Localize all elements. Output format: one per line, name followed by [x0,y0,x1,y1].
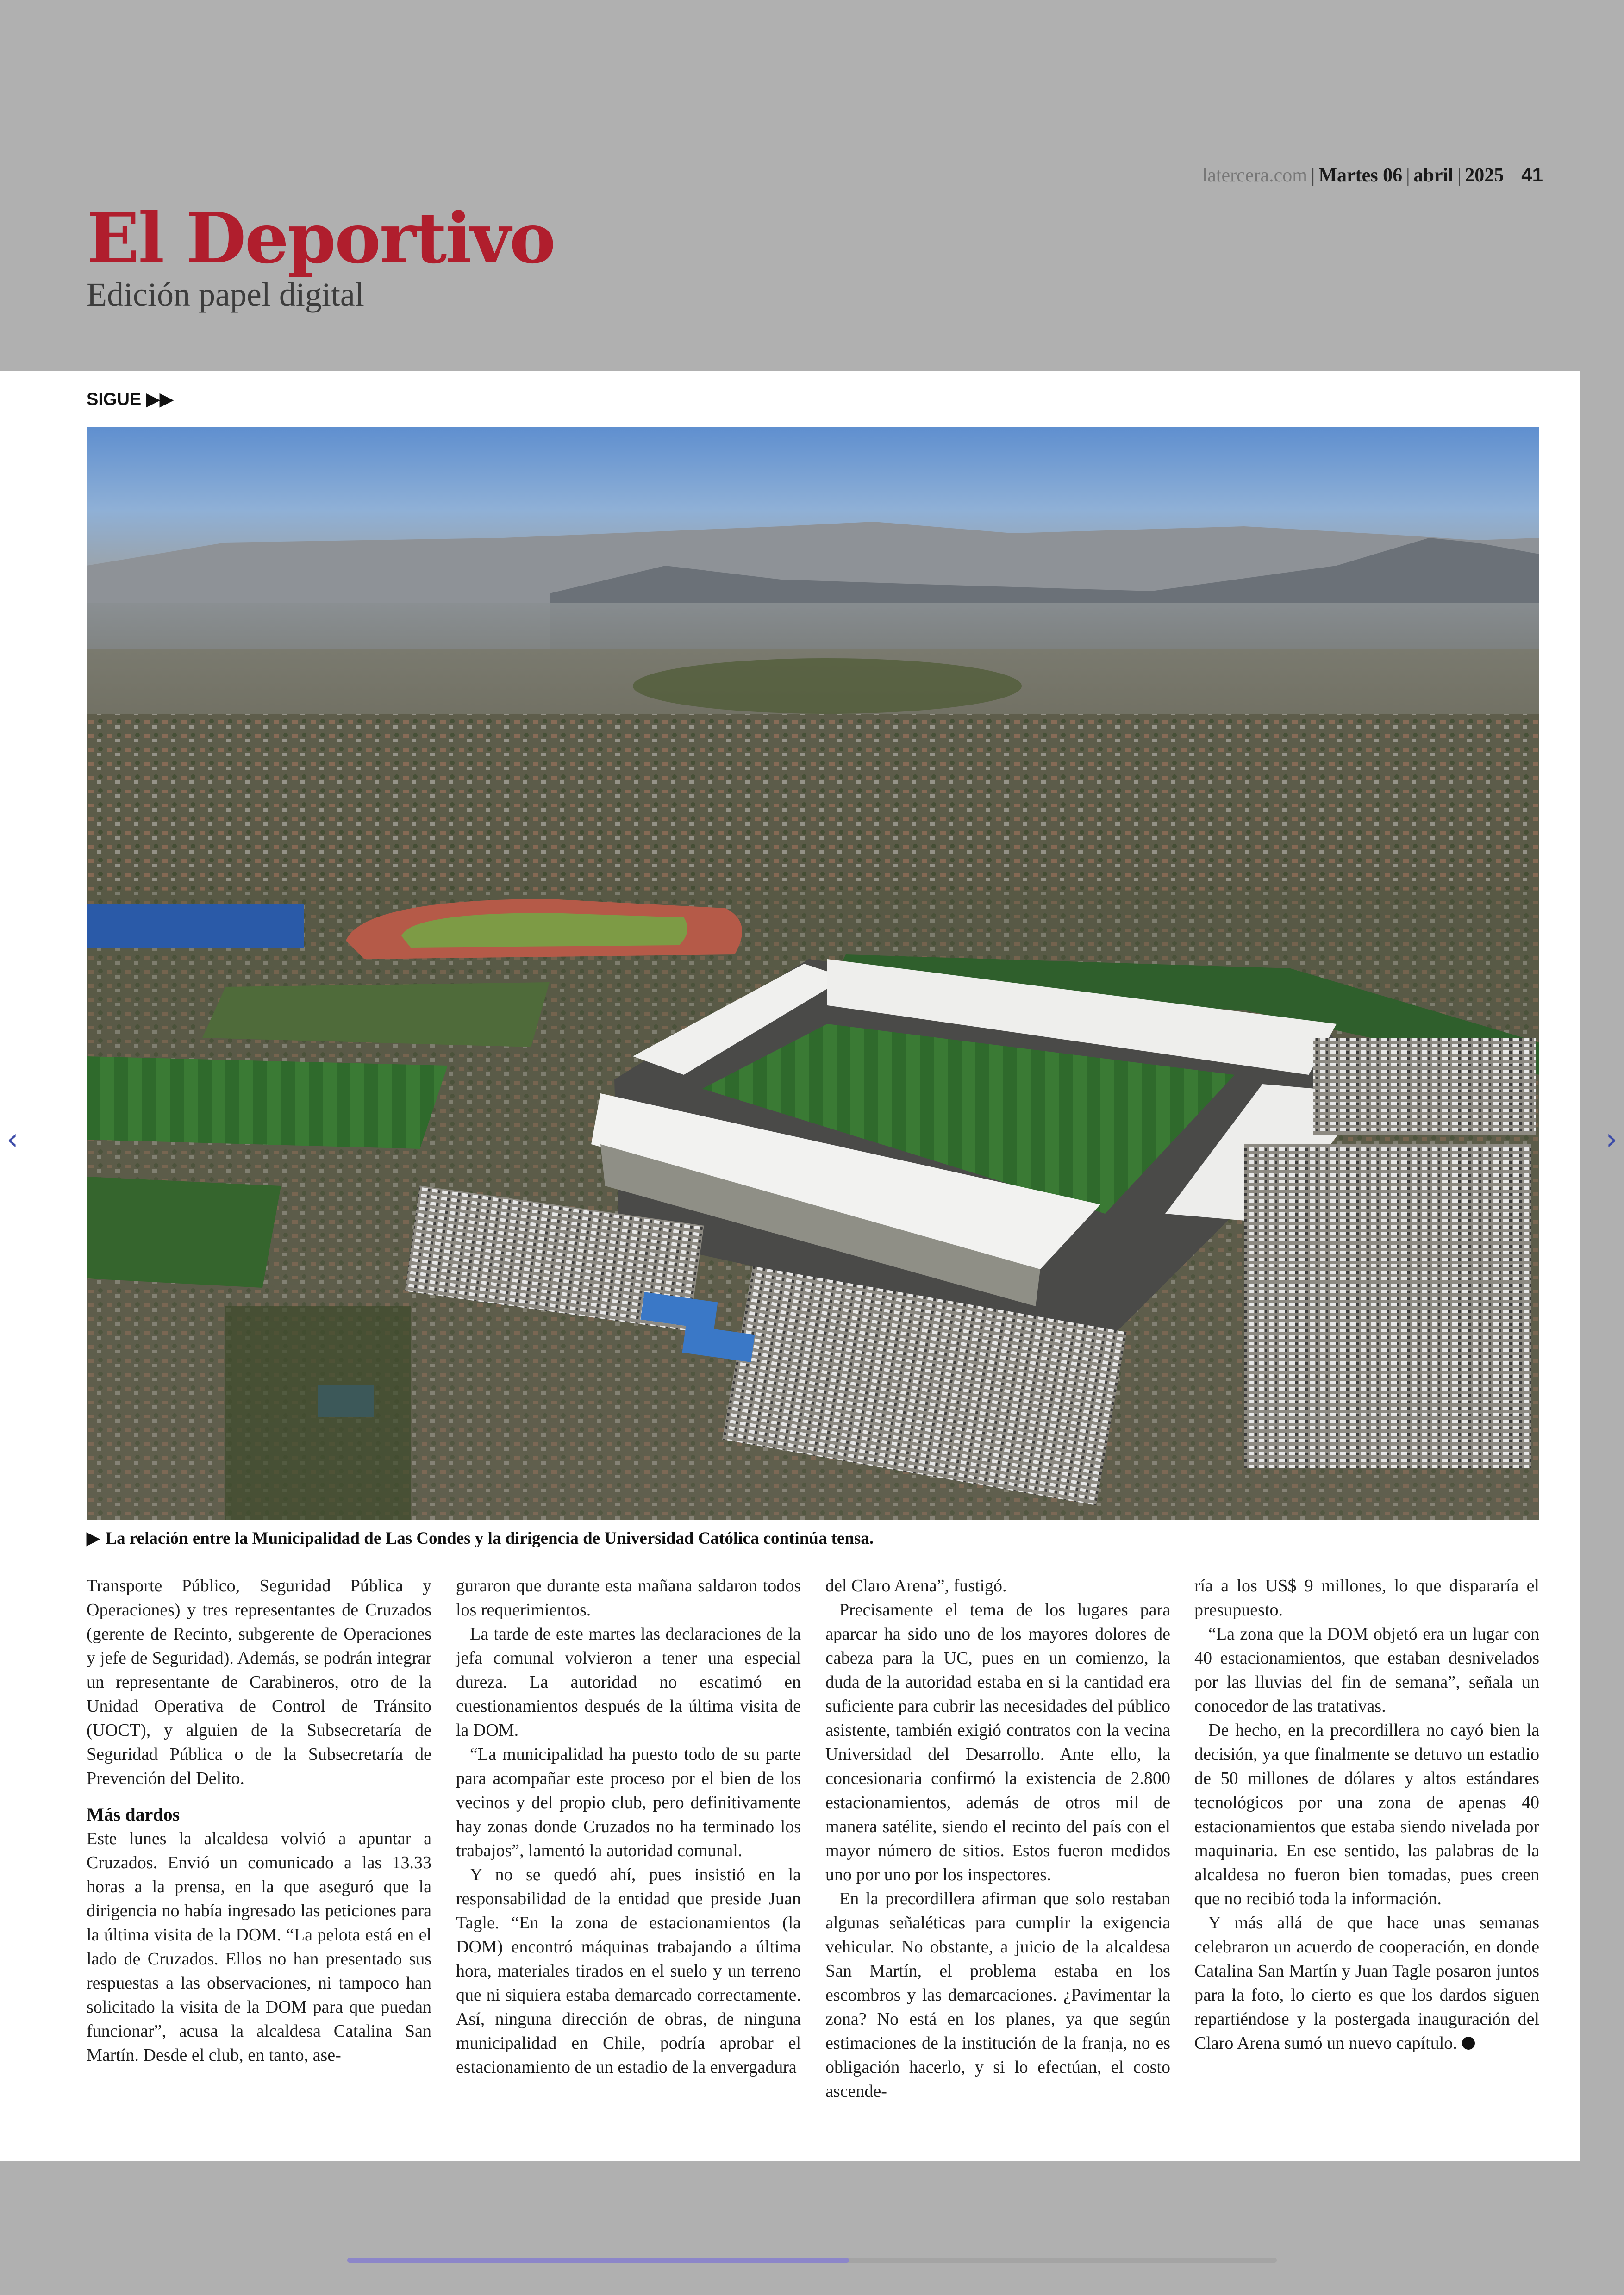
photo-illustration [87,427,1539,1520]
article-column-1 [87,1574,431,2067]
subheading: Más dardos [87,1804,180,1825]
masthead [87,198,555,313]
date-year: 2025 [1465,165,1504,186]
dateline: latercera.com | Martes 06 | abril | 2025 41 [1202,164,1543,186]
paragraph: De hecho, en la precordillera no cayó bien la decisión, ya que finalmente se detuvo un estadio de 50 millones de dólares y altos estándares tecnológicos por una zona de apenas 40 estacionamientos que estaba siendo nivelada por maquinaria. En ese sentido, las palabras de la alcaldesa no fueron bien tomadas, pues creen que no recibió toda la información. [1194,1721,1539,1908]
photo-caption [87,1526,1539,1552]
article-column-4 [1194,1574,1539,2055]
chevron-right-icon[interactable]: › [1605,1123,1618,1157]
paragraph: Este lunes la alcaldesa volvió a apuntar a Cruzados. Envió un comunicado a las 13.33 horas a la prensa, en la que aseguró que la dirigencia no había ingresado las peticiones para la última visita de la DOM. “La pelota está en el lado de Cruzados. Ellos no han presentado sus respuestas a las observaciones, ni tampoco han solicitado la visita de la DOM para que puedan funcionar”, acusa la alcaldesa Catalina San Martín. Desde el club, en tanto, ase- [87,1829,431,2065]
article-body [87,1574,1539,2139]
date-day: Martes 06 [1318,165,1403,186]
brand-subtitle: Edición papel digital [87,276,364,313]
paragraph-text: Y más allá de que hace unas semanas celebraron un acuerdo de cooperación, en donde Catalina San Martín y Juan Tagle posaron juntos para la foto, lo cierto es que los dardos siguen repartiéndose y la postergada inauguración del Claro Arena sumó un nuevo capítulo. [1194,1913,1539,2053]
date-month: abril [1413,165,1454,186]
site-link[interactable]: latercera.com [1202,165,1307,186]
stadium-aerial-photo [87,427,1539,1520]
chevron-left-icon[interactable]: ‹ [6,1123,19,1157]
paragraph: La tarde de este martes las declaraciones de la jefa comunal volvieron a tener una especial dureza. La autoridad no escatimó en cuestionamientos después de la última visita de la DOM. [456,1624,801,1740]
paragraph: ría a los US$ 9 millones, lo que dispararía el presupuesto. [1194,1576,1539,1620]
reading-progress-bar[interactable] [347,2258,1277,2263]
article-column-3 [825,1574,1170,2103]
article-column-2 [456,1574,801,2079]
newspaper-page [0,371,1580,2161]
section-label: SIGUE ▶▶ [87,390,174,409]
paragraph: “La zona que la DOM objetó era un lugar con 40 estacionamientos, que estaban desnivelados por las lluvias del fin de semana”, señala un conocedor de las tratativas. [1194,1624,1539,1716]
caption-text: La relación entre la Municipalidad de Las Condes y la dirigencia de Universidad Católica continúa tensa. [105,1529,874,1548]
reading-progress-fill [347,2258,849,2263]
end-dot-icon [1462,2037,1475,2050]
paragraph: Y no se quedó ahí, pues insistió en la responsabilidad de la entidad que preside Juan Tagle. “En la zona de estacionamientos (la DOM) encontró máquinas trabajando a última hora, materiales tirados en el suelo y un terreno que ni siquiera estaba demarcado correctamente. Así, ninguna dirección de obras, de ninguna municipalidad en Chile, podría aprobar el estacionamiento de un estadio de la envergadura [456,1865,801,2077]
paragraph: En la precordillera afirman que solo restaban algunas señaléticas para cumplir la exigencia vehicular. No obstante, a juicio de la alcaldesa San Martín, el problema estaba en los escombros y las demarcaciones. ¿Pavimentar la zona? No está en los planes, ya que según estimaciones de la institución de la franja, no es obligación hacerlo, y si lo efectúan, el costo ascende- [825,1889,1170,2101]
brand-title: El Deportivo [87,198,555,279]
caption-marker-icon: ▶ [87,1529,100,1548]
paragraph: Precisamente el tema de los lugares para aparcar ha sido uno de los mayores dolores de cabeza para la UC, pues en un comienzo, la duda de la autoridad estaba en si la cantidad era suficiente para cubrir las necesidades del público asistente, también exigió contratos con la vecina Universidad del Desarrollo. Ante ello, la concesionaria confirmó la existencia de 2.800 estacionamientos, además de otros mil de manera satélite, siendo el recinto del país con el mayor número de sitios. Estos fueron medidos uno por uno por los inspectores. [825,1600,1170,1884]
paragraph: “La municipalidad ha puesto todo de su parte para acompañar este proceso por el bien de los vecinos y del propio club, pero definitivamente hay zonas donde Cruzados no ha terminado los trabajos”, lamentó la autoridad comunal. [456,1745,801,1860]
paragraph: Transporte Público, Seguridad Pública y Operaciones) y tres representantes de Cruzados (gerente de Recinto, subgerente de Operaciones y jefe de Seguridad). Además, se podrán integrar un representante de Carabineros, otro de la Unidad Operativa de Control de Tránsito (UOCT), y alguien de la Subsecretaría de Seguridad Pública o de la Subsecretaría de Prevención del Delito. [87,1576,431,1788]
paragraph: guraron que durante esta mañana saldaron todos los requerimientos. [456,1576,801,1620]
page-number: 41 [1521,164,1543,186]
paragraph: del Claro Arena”, fustigó. [825,1576,1007,1596]
paragraph [1194,1911,1539,2055]
